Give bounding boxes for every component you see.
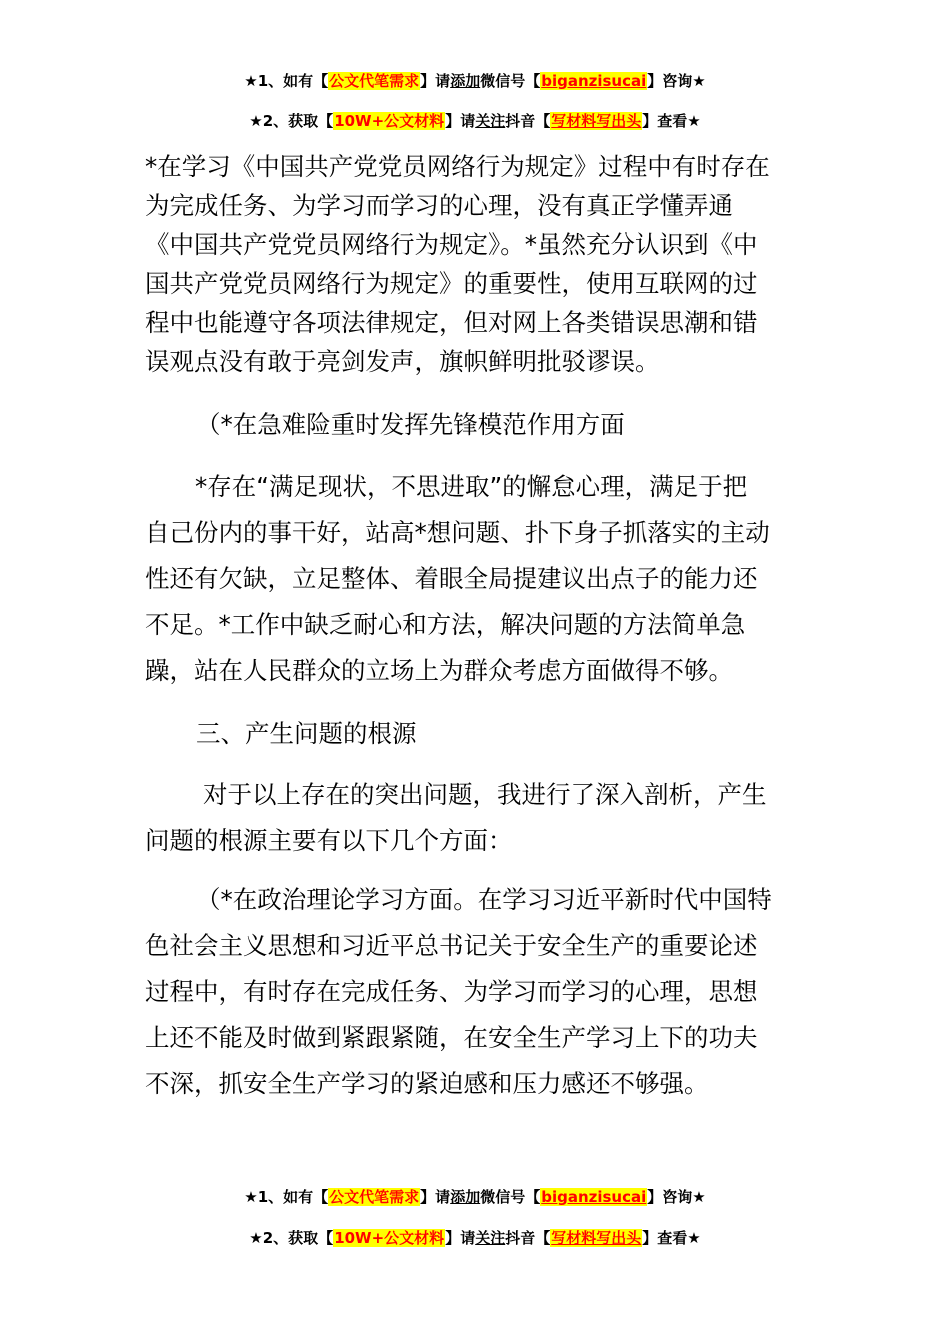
wechat-id-highlight: biganzisucai — [541, 72, 647, 90]
paragraph-line: 过程中，有时存在完成任务、为学习而学习的心理，思想 — [145, 977, 758, 1006]
banner-emphasis: 添加 — [450, 72, 481, 90]
paragraph-line: 问题的根源主要有以下几个方面： — [145, 826, 513, 855]
banner-text: 】请 — [445, 1229, 476, 1247]
top-banner-line-2 — [0, 110, 950, 132]
paragraph-line: 性还有欠缺，立足整体、着眼全局提建议出点子的能力还 — [145, 564, 758, 593]
paragraph-causes-intro — [145, 772, 810, 864]
banner-highlight: 公文代笔需求 — [329, 1188, 420, 1206]
bottom-banner-line-2 — [0, 1227, 950, 1249]
banner-emphasis: 关注 — [475, 1229, 506, 1247]
paragraph-line: *存在“满足现状，不思进取”的懈怠心理，满足于把 — [195, 472, 748, 501]
banner-text: 】咨询★ — [647, 72, 706, 90]
paragraph-line: 《中国共产党党员网络行为规定》。*虽然充分认识到《中 — [145, 230, 758, 259]
paragraph-line: 国共产党党员网络行为规定》的重要性，使用互联网的过 — [145, 269, 758, 298]
banner-text: 】请 — [420, 72, 451, 90]
banner-text: 微信号【 — [480, 1188, 541, 1206]
banner-text: ★1、如有【 — [244, 1188, 329, 1206]
banner-text: 】查看★ — [642, 112, 701, 130]
douyin-id-highlight: 写材料写出头 — [551, 112, 642, 130]
paragraph-line: 躁，站在人民群众的立场上为群众考虑方面做得不够。 — [145, 656, 733, 685]
paragraph-line: 色社会主义思想和习近平总书记关于安全生产的重要论述 — [145, 931, 758, 960]
paragraph-network-conduct — [145, 147, 810, 381]
banner-text: 】咨询★ — [647, 1188, 706, 1206]
banner-emphasis: 关注 — [475, 112, 506, 130]
banner-text: ★2、获取【 — [249, 112, 334, 130]
banner-text: 微信号【 — [480, 72, 541, 90]
paragraph-line: 上还不能及时做到紧跟紧随，在安全生产学习上下的功夫 — [145, 1023, 758, 1052]
banner-highlight: 10W+公文材料 — [334, 1229, 445, 1247]
section-heading-root-causes: 三、产生问题的根源 — [196, 719, 417, 748]
douyin-id-highlight: 写材料写出头 — [551, 1229, 642, 1247]
banner-text: 】查看★ — [642, 1229, 701, 1247]
bottom-banner-line-1 — [0, 1186, 950, 1208]
banner-text: 】请 — [420, 1188, 451, 1206]
banner-text: ★2、获取【 — [249, 1229, 334, 1247]
section-heading-vanguard-role: （*在急难险重时发挥先锋模范作用方面 — [196, 410, 625, 439]
banner-emphasis: 添加 — [450, 1188, 481, 1206]
banner-text: 抖音【 — [505, 1229, 551, 1247]
paragraph-complacency — [145, 464, 810, 694]
paragraph-line: 对于以上存在的突出问题，我进行了深入剖析，产生 — [203, 780, 767, 809]
paragraph-line: 不深，抓安全生产学习的紧迫感和压力感还不够强。 — [145, 1069, 709, 1098]
wechat-id-highlight: biganzisucai — [541, 1188, 647, 1206]
banner-text: 抖音【 — [505, 112, 551, 130]
banner-text: ★1、如有【 — [244, 72, 329, 90]
banner-highlight: 公文代笔需求 — [329, 72, 420, 90]
paragraph-line: 误观点没有敢于亮剑发声，旗帜鲜明批驳谬误。 — [145, 347, 660, 376]
paragraph-political-theory — [145, 877, 810, 1107]
paragraph-line: *在学习《中国共产党党员网络行为规定》过程中有时存在 — [145, 152, 770, 181]
paragraph-line: （*在政治理论学习方面。在学习习近平新时代中国特 — [196, 885, 772, 914]
paragraph-line: 程中也能遵守各项法律规定，但对网上各类错误思潮和错 — [145, 308, 758, 337]
paragraph-line: 自己份内的事干好，站高*想问题、扑下身子抓落实的主动 — [145, 518, 770, 547]
banner-highlight: 10W+公文材料 — [334, 112, 445, 130]
paragraph-line: 为完成任务、为学习而学习的心理，没有真正学懂弄通 — [145, 191, 733, 220]
top-banner-line-1 — [0, 70, 950, 92]
paragraph-line: 不足。*工作中缺乏耐心和方法，解决问题的方法简单急 — [145, 610, 746, 639]
banner-text: 】请 — [445, 112, 476, 130]
